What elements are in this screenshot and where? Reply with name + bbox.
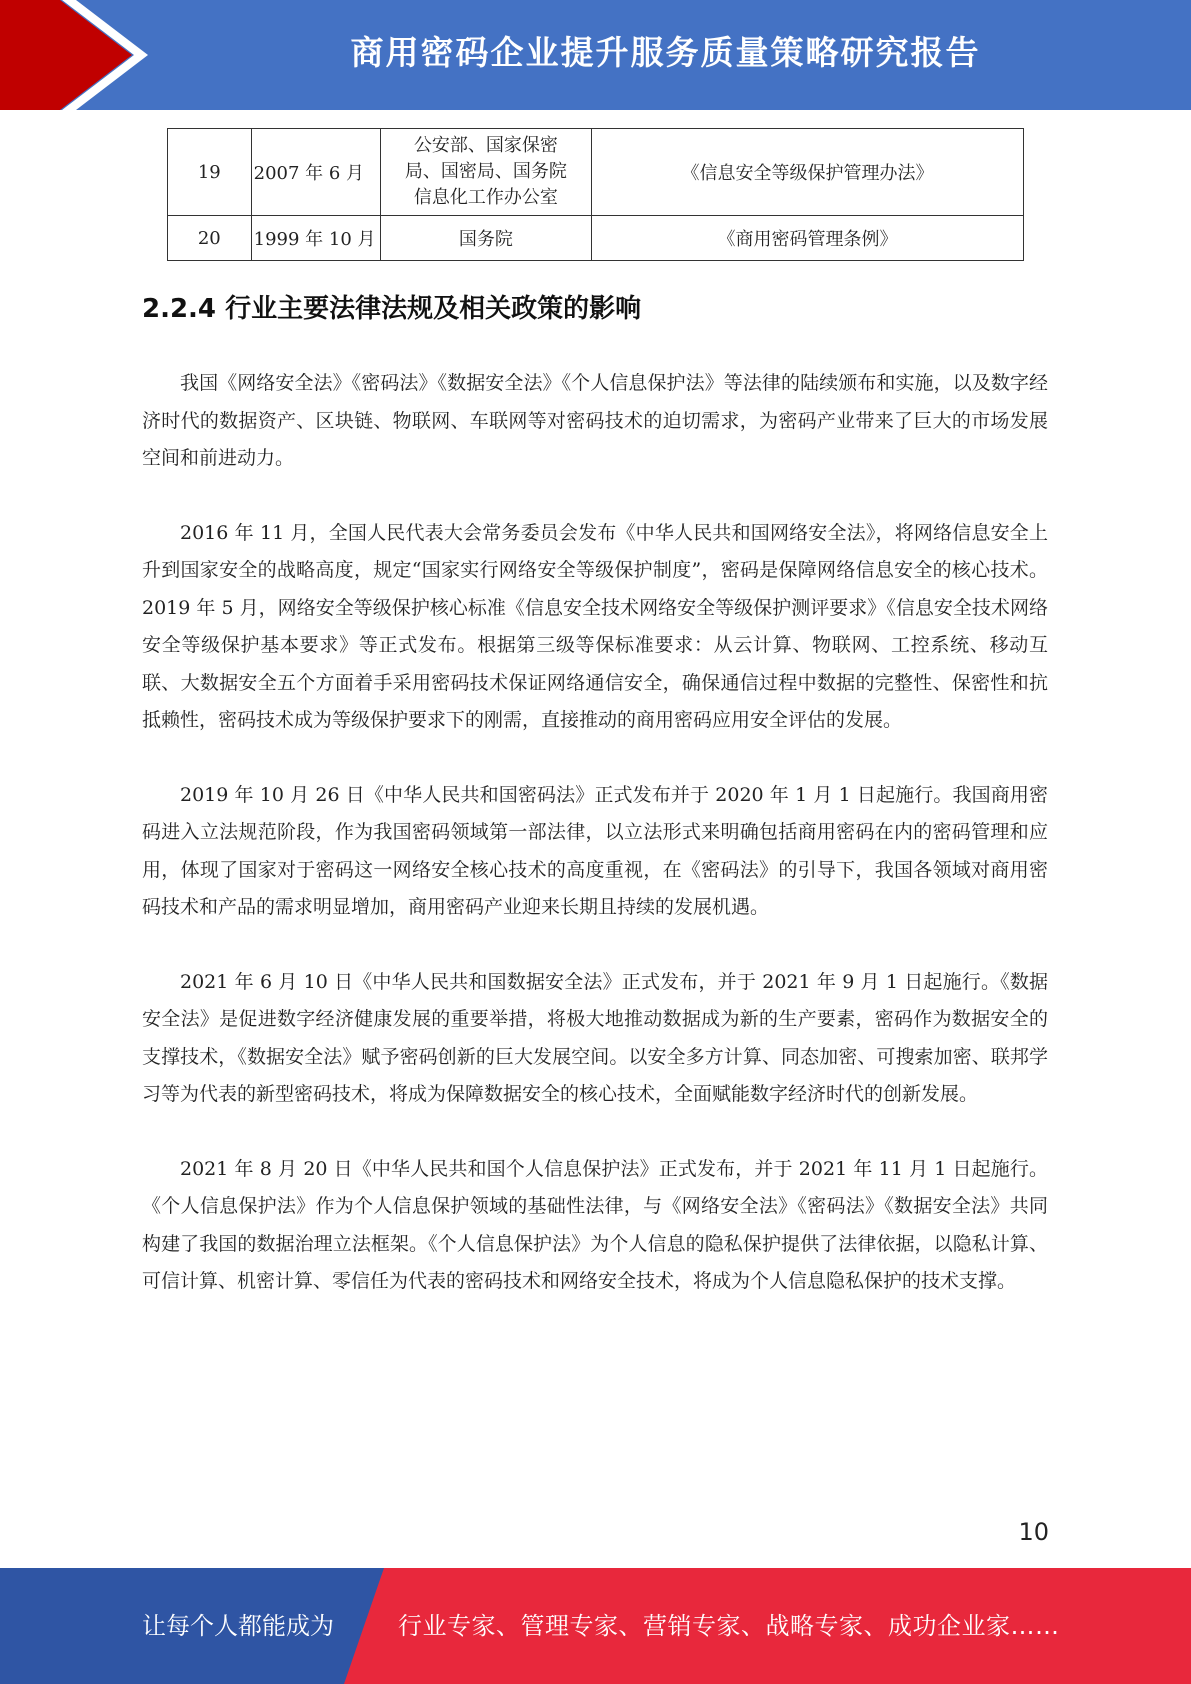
footer-slogan-left: 让每个人都能成为 [142,1612,334,1640]
table-row [168,129,1024,216]
row-date: 1999 年 10 月 [251,216,380,261]
row-number: 20 [168,216,252,261]
row-document: 《信息安全等级保护管理办法》 [592,129,1024,216]
paragraph: 我国《网络安全法》《密码法》《数据安全法》《个人信息保护法》等法律的陆续颁布和实施，以及数字经济时代的数据资产、区块链、物联网、车联网等对密码技术的迫切需求，为密码产业带来了巨大的市场发展空间和前进动力。 [142,372,1048,469]
report-title: 商用密码企业提升服务质量策略研究报告 [350,33,981,72]
footer-slogan-right: 行业专家、管理专家、营销专家、战略专家、成功企业家…… [398,1612,1060,1640]
row-document: 《商用密码管理条例》 [592,216,1024,261]
paragraph: 2019 年 10 月 26 日《中华人民共和国密码法》正式发布并于 2020 年 1 月 1 日起施行。我国商用密码进入立法规范阶段，作为我国密码领域第一部法律，以立法形式来明确包括商用密码在内的密码管理和应用，体现了国家对于密码这一网络安全核心技术的高度重视，在《密码法》的引导下，我国各领域对商用密码技术和产品的需求明显增加，商用密码产业迎来长期且持续的发展机遇。 [142,783,1048,918]
section-heading: 2.2.4 行业主要法律法规及相关政策的影响 [142,294,642,324]
paragraph: 2021 年 8 月 20 日《中华人民共和国个人信息保护法》正式发布，并于 2021 年 11 月 1 日起施行。《个人信息保护法》作为个人信息保护领域的基础性法律，与《网络安全法》《密码法》《数据安全法》共同构建了我国的数据治理立法框架。《个人信息保护法》为个人信息的隐私保护提供了法律依据，以隐私计算、可信计算、机密计算、零信任为代表的密码技术和网络安全技术，将成为个人信息隐私保护的技术支撑。 [142,1157,1048,1292]
body-text [142,365,1048,1338]
row-issuer: 公安部、国家保密 局、国密局、国务院 信息化工作办公室 [380,129,591,216]
table-row [168,216,1024,261]
regulation-table [167,128,1024,261]
row-number: 19 [168,129,252,216]
header-arrow-decoration [0,0,160,110]
paragraph: 2016 年 11 月，全国人民代表大会常务委员会发布《中华人民共和国网络安全法》，将网络信息安全上升到国家安全的战略高度，规定“国家实行网络安全等级保护制度”，密码是保障网络信息安全的核心技术。2019 年 5 月，网络安全等级保护核心标准《信息安全技术网络安全等级保护测评要求》《信息安全技术网络安全等级保护基本要求》等正式发布。根据第三级等保标准要求：从云计算、物联网、工控系统、移动互联、大数据安全五个方面着手采用密码技术保证网络通信安全，确保通信过程中数据的完整性、保密性和抗抵赖性，密码技术成为等级保护要求下的刚需，直接推动的商用密码应用安全评估的发展。 [142,521,1048,731]
row-issuer: 国务院 [380,216,591,261]
row-date: 2007 年 6 月 [251,129,380,216]
page-header [0,0,1191,110]
page-footer [0,1568,1191,1684]
page-number: 10 [1018,1518,1049,1546]
paragraph: 2021 年 6 月 10 日《中华人民共和国数据安全法》正式发布，并于 2021 年 9 月 1 日起施行。《数据安全法》是促进数字经济健康发展的重要举措，将极大地推动数据成为新的生产要素，密码作为数据安全的支撑技术，《数据安全法》赋予密码创新的巨大发展空间。以安全多方计算、同态加密、可搜索加密、联邦学习等为代表的新型密码技术，将成为保障数据安全的核心技术，全面赋能数字经济时代的创新发展。 [142,970,1048,1105]
